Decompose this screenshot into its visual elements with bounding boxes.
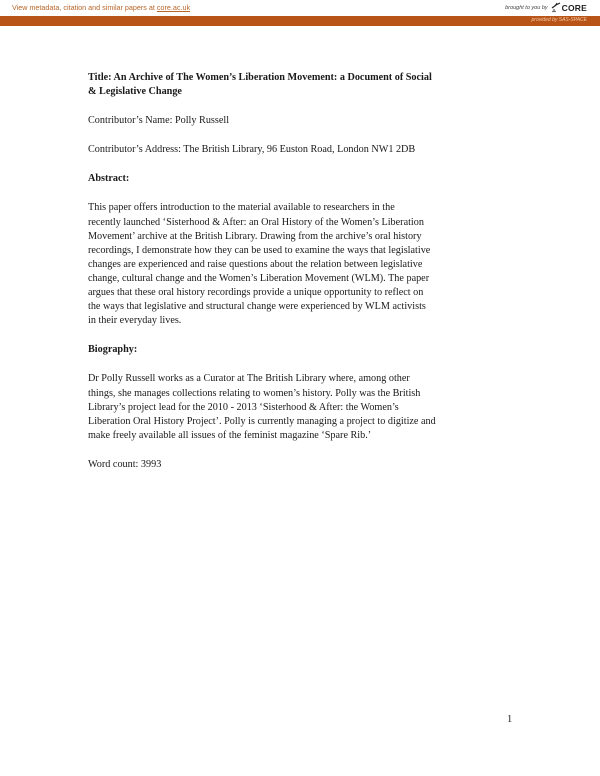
biography-line: Library’s project lead for the 2010 - 2013 ‘Sisterhood & After: the Women’s bbox=[88, 401, 399, 413]
abstract-line: recently launched ‘Sisterhood & After: an Oral History of the Women’s Liberation bbox=[88, 216, 424, 228]
abstract-line: in their everyday lives. bbox=[88, 315, 182, 327]
biography-line: things, she manages collections relating to women’s history. Polly was the British bbox=[88, 387, 421, 399]
contributor-name: Contributor’s Name: Polly Russell bbox=[88, 115, 230, 127]
abstract-line: This paper offers introduction to the material available to researchers in the bbox=[88, 202, 395, 214]
core-logo-icon bbox=[551, 2, 561, 13]
abstract-line: changes are experienced and raise questions about the relation between legislative bbox=[88, 258, 423, 270]
biography-line: Dr Polly Russell works as a Curator at The British Library where, among other bbox=[88, 373, 410, 385]
document-title bbox=[88, 71, 528, 99]
core-brought-by[interactable] bbox=[505, 2, 587, 13]
abstract-line: argues that these oral history recordings provide a unique opportunity to reflect on bbox=[88, 287, 424, 299]
biography-body bbox=[88, 372, 528, 442]
title-line: Title: An Archive of The Women’s Liberation Movement: a Document of Social bbox=[88, 72, 432, 83]
abstract-line: change, cultural change and the Women’s Liberation Movement (WLM). The paper bbox=[88, 272, 430, 284]
word-count: Word count: 3993 bbox=[88, 458, 162, 470]
core-metadata-prefix: View metadata, citation and similar papers at bbox=[12, 3, 157, 12]
core-ac-uk-link[interactable]: core.ac.uk bbox=[156, 3, 191, 12]
brought-by-text: brought to you by bbox=[505, 5, 548, 11]
biography-heading: Biography: bbox=[88, 344, 138, 356]
page-number: 1 bbox=[507, 714, 513, 725]
biography-line: make freely available all issues of the feminist magazine ‘Spare Rib.’ bbox=[88, 429, 372, 441]
core-provider-bar bbox=[0, 16, 600, 26]
abstract-heading: Abstract: bbox=[88, 173, 130, 185]
document-page bbox=[88, 71, 528, 487]
abstract-line: Movement’ archive at the British Library. Drawing from the archive’s oral history bbox=[88, 230, 422, 242]
core-logo-text: CORE bbox=[561, 3, 587, 13]
title-line: & Legislative Change bbox=[88, 86, 182, 98]
core-banner bbox=[0, 0, 600, 16]
core-metadata-text bbox=[12, 3, 190, 12]
provided-by-text[interactable]: provided by SAS-SPACE bbox=[531, 17, 587, 23]
abstract-line: the ways that legislative and structural change were experienced by WLM activists bbox=[88, 301, 426, 313]
biography-line: Liberation Oral History Project’. Polly is currently managing a project to digitize and bbox=[88, 415, 436, 427]
core-logo[interactable] bbox=[551, 2, 587, 13]
abstract-line: recordings, I demonstrate how they can be used to examine the ways that legislative bbox=[88, 244, 431, 256]
abstract-body bbox=[88, 201, 528, 328]
contributor-address: Contributor’s Address: The British Library, 96 Euston Road, London NW1 2DB bbox=[88, 144, 416, 156]
